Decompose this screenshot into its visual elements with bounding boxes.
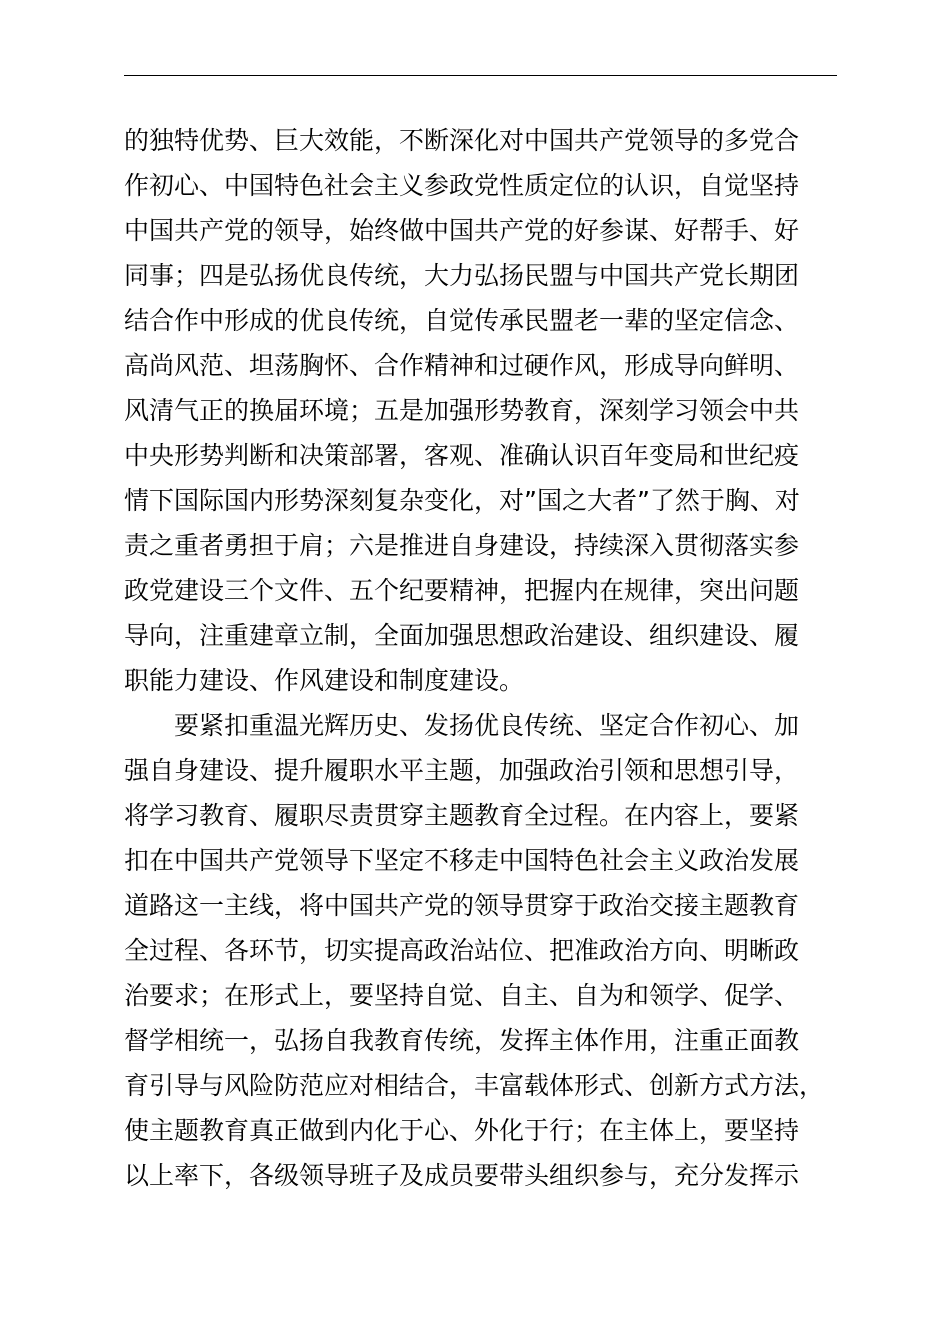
text-line: 育引导与风险防范应对相结合，丰富载体形式、创新方式方法， [124, 1071, 825, 1100]
text-line: 情下国际国内形势深刻复杂变化，对”国之大者”了然于胸、对 [124, 486, 800, 515]
text-line: 要紧扣重温光辉历史、发扬优良传统、坚定合作初心、加 [174, 711, 800, 740]
text-line: 督学相统一，弘扬自我教育传统，发挥主体作用，注重正面教 [124, 1026, 800, 1055]
text-line: 结合作中形成的优良传统，自觉传承民盟老一辈的坚定信念、 [124, 306, 800, 335]
text-line: 道路这一主线，将中国共产党的领导贯穿于政治交接主题教育 [124, 891, 800, 920]
text-line: 风清气正的换届环境；五是加强形势教育，深刻学习领会中共 [124, 396, 800, 425]
text-line: 责之重者勇担于肩；六是推进自身建设，持续深入贯彻落实参 [124, 531, 800, 560]
text-line: 使主题教育真正做到内化于心、外化于行；在主体上，要坚持 [124, 1116, 800, 1145]
paragraph-2 [124, 703, 837, 1198]
text-line: 扣在中国共产党领导下坚定不移走中国特色社会主义政治发展 [124, 846, 800, 875]
text-line: 职能力建设、作风建设和制度建设。 [124, 666, 525, 695]
text-line: 导向，注重建章立制，全面加强思想政治建设、组织建设、履 [124, 621, 800, 650]
text-line: 中央形势判断和决策部署，客观、准确认识百年变局和世纪疫 [124, 441, 800, 470]
text-line: 政党建设三个文件、五个纪要精神，把握内在规律，突出问题 [124, 576, 800, 605]
text-line: 强自身建设、提升履职水平主题，加强政治引领和思想引导， [124, 756, 800, 785]
text-line: 作初心、中国特色社会主义参政党性质定位的认识，自觉坚持 [124, 171, 800, 200]
text-line: 治要求；在形式上，要坚持自觉、自主、自为和领学、促学、 [124, 981, 800, 1010]
document-body [124, 118, 837, 1198]
text-line: 以上率下，各级领导班子及成员要带头组织参与，充分发挥示 [124, 1161, 800, 1190]
text-line: 中国共产党的领导，始终做中国共产党的好参谋、好帮手、好 [124, 216, 800, 245]
text-line: 将学习教育、履职尽责贯穿主题教育全过程。在内容上，要紧 [124, 801, 800, 830]
text-line: 全过程、各环节，切实提高政治站位、把准政治方向、明晰政 [124, 936, 800, 965]
paragraph-1 [124, 118, 837, 703]
text-line: 同事；四是弘扬优良传统，大力弘扬民盟与中国共产党长期团 [124, 261, 800, 290]
header-rule [124, 75, 837, 76]
text-line: 的独特优势、巨大效能，不断深化对中国共产党领导的多党合 [124, 126, 800, 155]
text-line: 高尚风范、坦荡胸怀、合作精神和过硬作风，形成导向鲜明、 [124, 351, 800, 380]
